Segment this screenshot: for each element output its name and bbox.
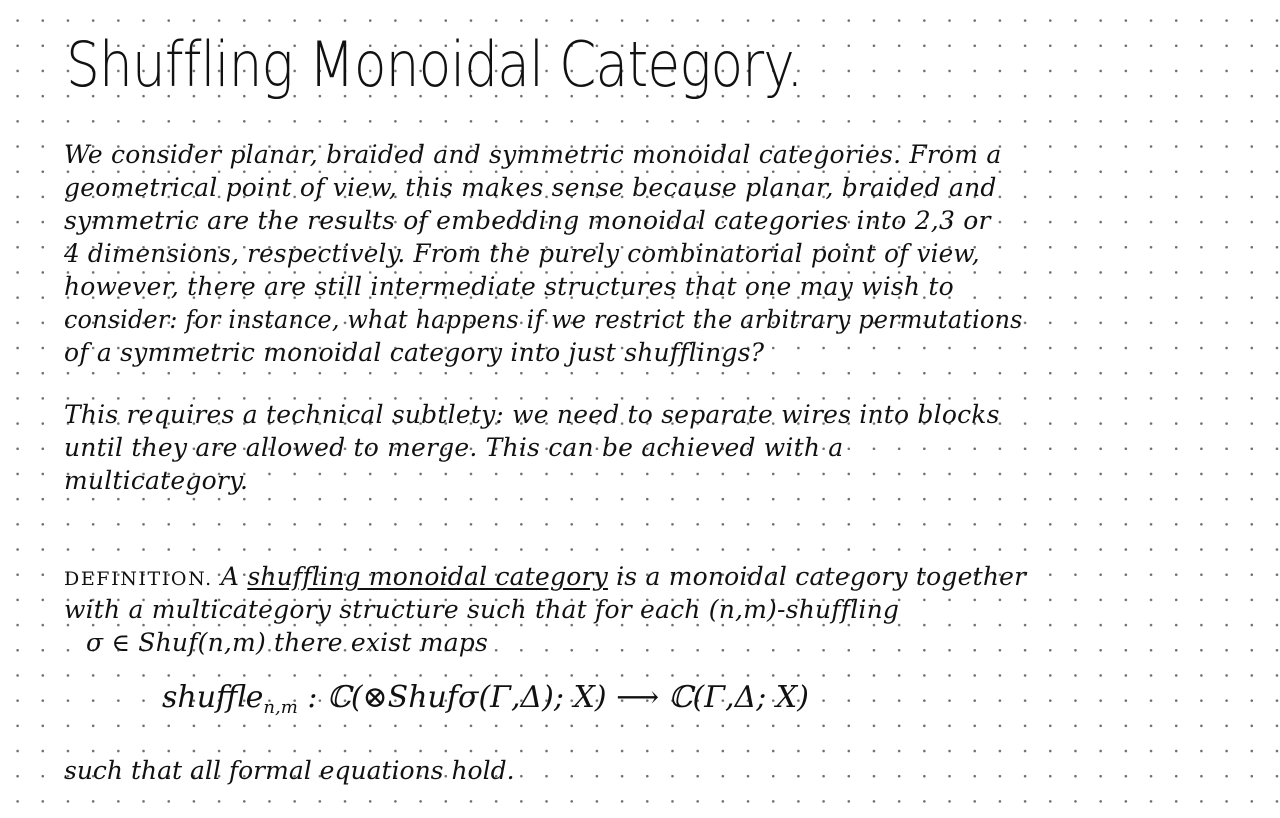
definition-line-1 (64, 560, 1026, 593)
paragraph-line: until they are allowed to merge. This can be achieved with a (64, 433, 844, 462)
paragraph-line: symmetric are the results of embedding monoidal categories into 2,3 or (64, 206, 991, 235)
paragraph-line: We consider planar, braided and symmetric monoidal categories. From a (64, 140, 1002, 169)
paragraph-line: of a symmetric monoidal category into just shufflings? (64, 338, 765, 367)
page-title: Shuffling Monoidal Category. (66, 28, 803, 101)
definition-term: DEFINITION. (64, 568, 213, 590)
defined-concept: shuffling monoidal category (247, 562, 608, 591)
paragraph-line: This requires a technical subtlety: we need to separate wires into blocks (64, 400, 1000, 429)
conclusion-line: such that all formal equations hold. (64, 756, 515, 785)
definition-text: is a monoidal category together (616, 562, 1027, 591)
paragraph-line: geometrical point of view, this makes sense because planar, braided and (64, 173, 997, 202)
definition-block (64, 560, 1026, 659)
paragraph-intro (64, 138, 1068, 369)
formula-name: shuffle (162, 680, 264, 715)
formula-body: : ℂ(⊗Shufσ(Γ,Δ); X) ⟶ ℂ(Γ,Δ; X) (307, 680, 809, 715)
paragraph-line: however, there are still intermediate structures that one may wish to (64, 272, 954, 301)
paragraph-line: multicategory. (64, 466, 249, 495)
definition-line-2: with a multicategory structure such that for each (n,m)-shuffling (64, 595, 900, 624)
formula-subscript: n,m (263, 697, 298, 718)
paragraph-line: 4 dimensions, respectively. From the purely combinatorial point of view, (64, 239, 980, 268)
definition-text: A (220, 562, 240, 591)
paragraph-subtlety (64, 398, 1000, 497)
definition-line-3: σ ∈ Shuf(n,m) there exist maps (86, 628, 489, 657)
paragraph-line: consider: for instance, what happens if we restrict the arbitrary permutations (64, 305, 1023, 334)
shuffle-map-formula (162, 680, 809, 718)
